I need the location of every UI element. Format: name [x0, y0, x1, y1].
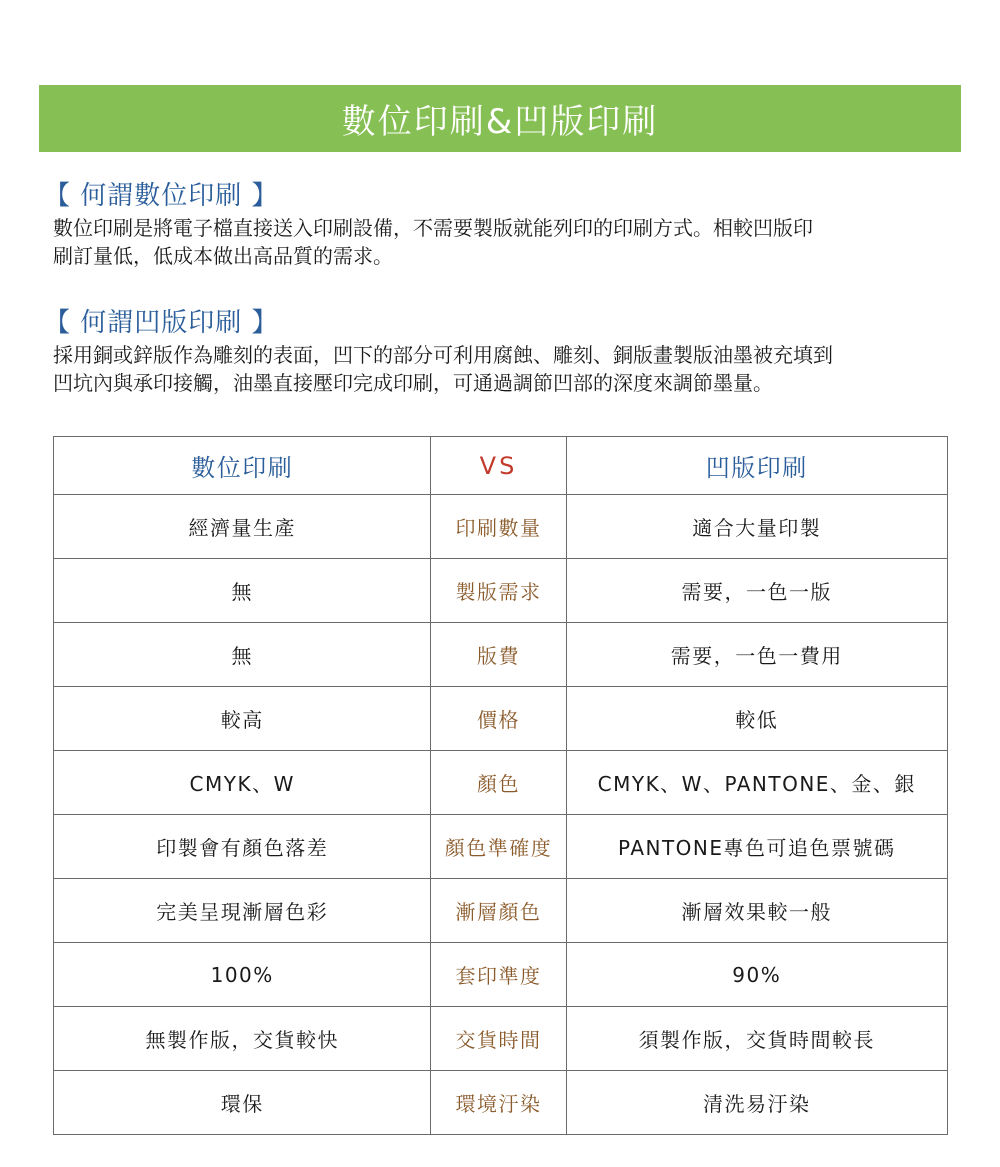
section-heading-gravure: 【 何謂凹版印刷 】 — [44, 308, 279, 338]
cell-gravure: 清洗易汙染 — [566, 1071, 947, 1135]
cell-criterion: 價格 — [431, 687, 566, 751]
table-row — [54, 751, 948, 815]
cell-criterion: 交貨時間 — [431, 1007, 566, 1071]
header-vs: VS — [431, 437, 566, 495]
table-row — [54, 815, 948, 879]
cell-gravure: 較低 — [566, 687, 947, 751]
cell-gravure: 需要，一色一費用 — [566, 623, 947, 687]
section-text-gravure — [53, 341, 958, 397]
table-row — [54, 943, 948, 1007]
header-gravure: 凹版印刷 — [566, 437, 947, 495]
cell-gravure: CMYK、W、PANTONE、金、銀 — [566, 751, 947, 815]
cell-criterion: 顏色準確度 — [431, 815, 566, 879]
page-title: 數位印刷&凹版印刷 — [341, 102, 659, 142]
text-line: 數位印刷是將電子檔直接送入印刷設備，不需要製版就能列印的印刷方式。相較凹版印 — [53, 216, 813, 240]
table-header-row — [54, 437, 948, 495]
cell-gravure: 適合大量印製 — [566, 495, 947, 559]
text-line: 刷訂量低，低成本做出高品質的需求。 — [53, 244, 393, 268]
cell-criterion: 顏色 — [431, 751, 566, 815]
cell-digital: CMYK、W — [54, 751, 431, 815]
table-row — [54, 879, 948, 943]
cell-criterion: 版費 — [431, 623, 566, 687]
cell-criterion: 漸層顏色 — [431, 879, 566, 943]
text-line: 凹坑內與承印接觸，油墨直接壓印完成印刷，可通過調節凹部的深度來調節墨量。 — [53, 371, 773, 395]
cell-gravure: 需要，一色一版 — [566, 559, 947, 623]
table-row — [54, 495, 948, 559]
cell-gravure: 須製作版，交貨時間較長 — [566, 1007, 947, 1071]
section-text-digital — [53, 214, 958, 270]
cell-gravure: 90% — [566, 943, 947, 1007]
cell-gravure: 漸層效果較一般 — [566, 879, 947, 943]
cell-digital: 無 — [54, 559, 431, 623]
cell-digital: 印製會有顏色落差 — [54, 815, 431, 879]
table-row — [54, 1071, 948, 1135]
cell-digital: 環保 — [54, 1071, 431, 1135]
cell-criterion: 印刷數量 — [431, 495, 566, 559]
cell-criterion: 套印準度 — [431, 943, 566, 1007]
cell-digital: 較高 — [54, 687, 431, 751]
cell-gravure: PANTONE專色可追色票號碼 — [566, 815, 947, 879]
title-banner — [39, 85, 961, 152]
table-row — [54, 559, 948, 623]
text-line: 採用銅或鋅版作為雕刻的表面，凹下的部分可利用腐蝕、雕刻、銅版畫製版油墨被充填到 — [53, 343, 833, 367]
table-row — [54, 623, 948, 687]
header-digital: 數位印刷 — [54, 437, 431, 495]
cell-digital: 無製作版，交貨較快 — [54, 1007, 431, 1071]
section-heading-digital: 【 何謂數位印刷 】 — [44, 181, 279, 211]
table-row — [54, 687, 948, 751]
cell-digital: 經濟量生產 — [54, 495, 431, 559]
cell-digital: 完美呈現漸層色彩 — [54, 879, 431, 943]
cell-criterion: 製版需求 — [431, 559, 566, 623]
cell-digital: 100% — [54, 943, 431, 1007]
comparison-table — [53, 436, 948, 1135]
cell-criterion: 環境汙染 — [431, 1071, 566, 1135]
table-row — [54, 1007, 948, 1071]
cell-digital: 無 — [54, 623, 431, 687]
